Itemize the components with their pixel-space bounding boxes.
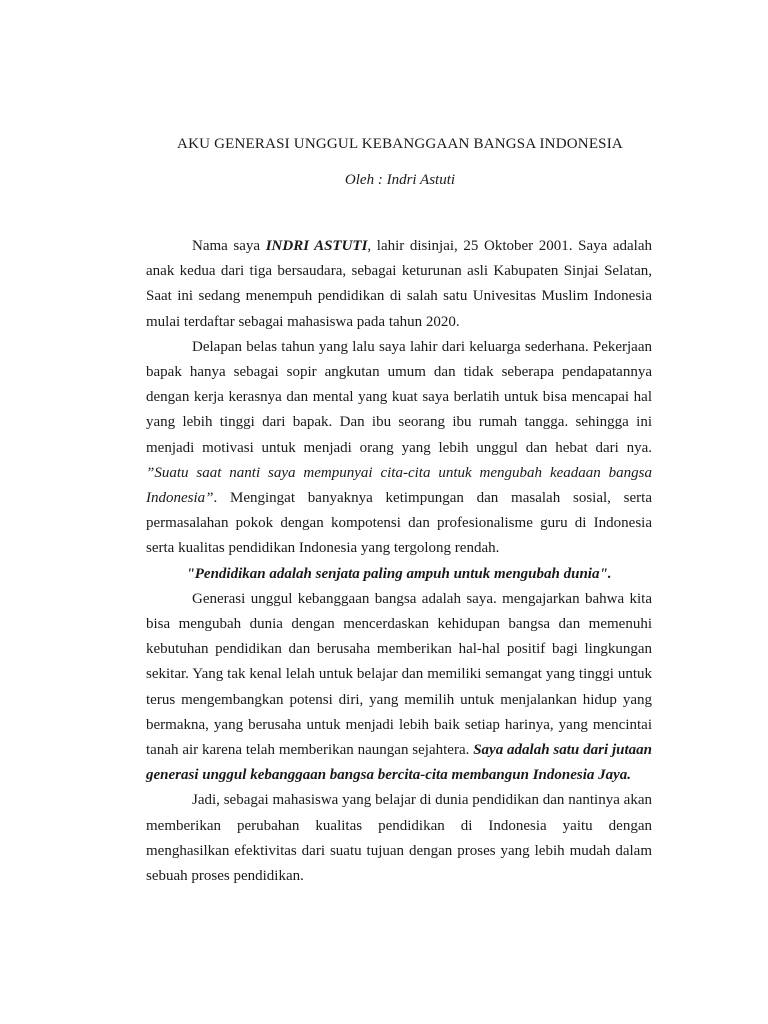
document-body	[146, 234, 652, 889]
author-line	[0, 172, 768, 189]
paragraph-family-rest: . Mengingat banyaknya ketimpungan dan masalah sosial, serta permasalahan pokok dengan kompotensi dan profesionalisme guru di Indonesia serta kualitas pendidikan Indonesia yang tergolong rendah.	[146, 490, 652, 557]
aspiration-quote: ”Suatu saat nanti saya mempunyai cita-cita untuk mengubah keadaan bangsa Indonesia”	[146, 464, 652, 507]
paragraph-intro	[146, 234, 652, 335]
education-quote: "Pendidikan adalah senjata paling ampuh untuk mengubah dunia".	[186, 565, 612, 582]
paragraph-intro-lead: Nama saya	[192, 238, 266, 254]
paragraph-intro-rest: , lahir disinjai, 25 Oktober 2001. Saya adalah anak kedua dari tiga bersaudara, sebagai keturunan asli Kabupaten Sinjai Selatan, Saat ini sedang menempuh pendidikan di salah satu Univesitas Muslim Indonesia mulai terdaftar sebagai mahasiswa pada tahun 2020.	[146, 238, 652, 330]
paragraph-generation-lead: Generasi unggul kebanggaan bangsa adalah saya. mengajarkan bahwa kita bisa mengubah dunia dengan mencerdaskan kehidupan bangsa dan memenuhi kebutuhan pendidikan dan berusaha memberikan hal-hal positif bagi lingkungan sekitar. Yang tak kenal lelah untuk belajar dan memiliki semangat yang tinggi untuk terus mengembangkan potensi diri, yang memilih untuk menjalankan hidup yang bermakna, yang berusaha untuk menjadi lebih baik setiap harinya, yang mencintai tanah air karena telah memberikan naungan sejahtera.	[146, 590, 652, 759]
author-prefix: Oleh :	[344, 172, 387, 188]
document-title: AKU GENERASI UNGGUL KEBANGGAAN BANGSA INDONESIA	[177, 136, 623, 152]
paragraph-family	[146, 335, 652, 562]
author-name-emphasis: INDRI ASTUTI	[265, 238, 368, 254]
paragraph-conclusion: Jadi, sebagai mahasiswa yang belajar di dunia pendidikan dan nantinya akan memberikan perubahan kualitas pendidikan di Indonesia yaitu dengan menghasilkan efektivitas dari suatu tujuan dengan proses yang lebih mudah dalam sebuah proses pendidikan.	[146, 792, 652, 885]
author-name: Indri Astuti	[386, 172, 456, 188]
paragraph-family-lead: Delapan belas tahun yang lalu saya lahir dari keluarga sederhana. Pekerjaan bapak hanya sebagai sopir angkutan umum dan tidak seberapa pendapatannya dengan kerja kerasnya dan mental yang kuat saya berlatih untuk bisa mencapai hal yang lebih tinggi dari bapak. Dan ibu seorang ibu rumah tangga. sehingga ini menjadi motivasi untuk menjadi orang yang lebih unggul dan hebat dari nya.	[146, 338, 652, 456]
paragraph-generation	[146, 587, 652, 789]
generation-emphasis: Saya adalah satu dari jutaan generasi unggul kebanggaan bangsa bercita-cita membangun Indonesia Jaya.	[146, 742, 652, 784]
